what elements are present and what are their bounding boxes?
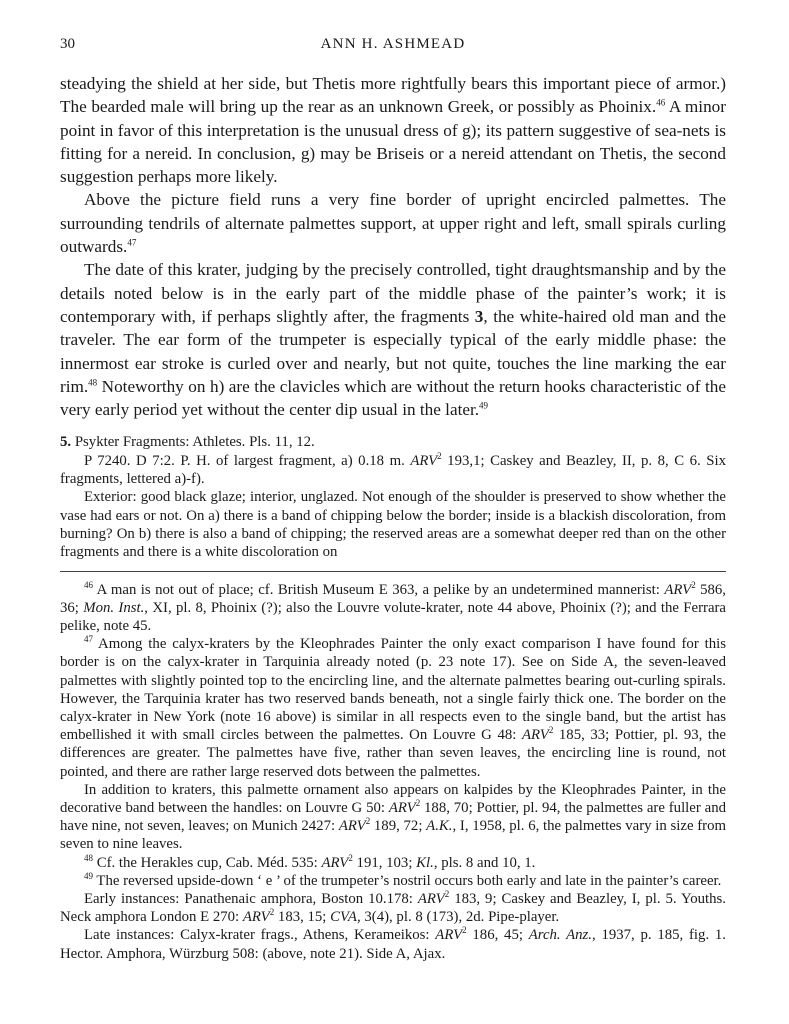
catalog-title-text: Psykter Fragments: Athletes. Pls. 11, 12. (74, 434, 315, 451)
paragraph-2 (60, 188, 726, 258)
footnote-text: 188, 70; Pottier, pl. 94, the palmettes are fuller and have nine, not seven, leaves; on Munich 2427: (60, 799, 726, 835)
paragraph-1 (60, 72, 726, 188)
footnote-number: 48 (84, 852, 93, 863)
footnote-text: , 1937, p. 185, fig. 1. Hector. Amphora, Würzburg 508: (above, note 21). Side A, Ajax. (60, 927, 726, 962)
footnote-text: In addition to kraters, this palmette ornament also appears on kalpides by the Kleophrades Painter, in the decorative band between the handles: on Louvre G 50: (60, 781, 726, 816)
footnote-49 (60, 872, 726, 890)
footnote-text: , 3(4), pl. 8 (173), 2d. Pipe-player. (356, 909, 560, 926)
italic-ref: Kl. (416, 854, 434, 871)
footnote-49-late (60, 926, 726, 962)
catalog-number-ref: 3 (474, 306, 484, 326)
superscript: 2 (415, 798, 421, 809)
catalog-text: P 7240. D 7:2. P. H. of largest fragment, a) 0.18 m. (84, 452, 411, 469)
arv-abbrev: ARV (388, 799, 416, 816)
footnote-number: 47 (84, 634, 93, 645)
italic-ref: Arch. Anz. (528, 927, 593, 944)
superscript: 2 (269, 907, 275, 918)
paragraph-text: Above the picture field runs a very fine border of upright encircled palmettes. The surrounding tendrils of alternate palmettes support, at upper right and left, small spirals curling outwards. (60, 190, 726, 257)
footnote-text: 191, 103; (352, 854, 417, 871)
footnote-text: 186, 45; (466, 927, 529, 944)
superscript: 2 (444, 889, 450, 900)
footnote-text: A man is not out of place; cf. British Museum E 363, a pelike by an undetermined mannerist: (93, 581, 665, 598)
page-header (60, 36, 726, 62)
footnote-text: 185, 33; Pottier, pl. 93, the differences are greater. The palmettes have five, rather than seven leaves, the encircling line is round, not pointed, and there are rather large reserved dots between the palmettes. (60, 727, 726, 780)
footnote-text: Among the calyx-kraters by the Kleophrades Painter the only exact comparison I have found for this border is on the calyx-krater in Tarquinia already noted (p. 23 note 17). See on Side A, the seven-leaved palmettes with slightly pointed top to the encircling line, and the alternate palmettes bearing out-curling spirals. However, the Tarquinia krater has two reserved bands beneath, not a single fairly thick one. The border on the calyx-krater in New York (note 16 above) is similar in all respects even to the single band, but the artist has embellished it with small circles between the palmettes. On Louvre G 48: (60, 636, 726, 744)
arv-abbrev: ARV (410, 452, 438, 469)
arv-abbrev: ARV (417, 890, 445, 907)
footnote-text: Late instances: Calyx-krater frags., Athens, Kerameikos: (84, 927, 436, 944)
footnote-text: 189, 72; (370, 818, 427, 835)
paragraph-text: A minor point in favor of this interpretation is the unusual dress of g); its pattern suggestive of sea-nets is fitting for a nereid. In conclusion, g) may be Briseis or a nereid attendant on Thetis, the second suggestion perhaps more likely. (60, 97, 726, 187)
journal-page (60, 36, 726, 963)
footnote-ref[interactable]: 46 (656, 97, 666, 108)
catalog-number: 5. (60, 434, 72, 451)
footnote-text: Cf. the Herakles cup, Cab. Méd. 535: (93, 854, 322, 871)
footnote-46 (60, 581, 726, 636)
italic-ref: A.K. (426, 818, 453, 835)
footnote-text: The reversed upside-down ‘ e ’ of the trumpeter’s nostril occurs both early and late in the painter’s career. (93, 872, 722, 889)
superscript: 2 (348, 852, 353, 863)
arv-abbrev: ARV (338, 818, 366, 835)
main-text (60, 72, 726, 421)
superscript: 2 (691, 579, 696, 590)
footnote-number: 49 (84, 870, 93, 881)
footnote-ref[interactable]: 48 (88, 377, 98, 388)
footnote-48 (60, 854, 726, 872)
arv-abbrev: ARV (321, 854, 349, 871)
footnote-divider (60, 571, 726, 572)
paragraph-text: steadying the shield at her side, but Thetis more rightfully bears this important piece of armor.) The bearded male will bring up the rear as an unknown Greek, or possibly as Phoinix. (60, 74, 726, 117)
paragraph-text: Noteworthy on h) are the clavicles which are without the return hooks characteristic of the very early period yet without the center dip usual in the later. (60, 376, 726, 420)
paragraph-text: , the white-haired old man and the traveler. The ear form of the trumpeter is especially typical of the early middle phase: the innermost ear stroke is curled over and nearly, but not quite, touches the line marking the ear rim. (60, 306, 726, 396)
catalog-title (60, 433, 726, 451)
catalog-entry (60, 433, 726, 561)
footnote-text: , XI, pl. 8, Phoinix (?); also the Louvre volute-krater, note 44 above, Phoinix (?); and the Ferrara pelike, note 45. (60, 599, 727, 634)
footnote-47 (60, 635, 726, 781)
footnote-text: Early instances: Panathenaic amphora, Boston 10.178: (84, 890, 418, 907)
footnote-text: 183, 15; (274, 909, 331, 926)
italic-ref: Mon. Inst. (83, 599, 145, 616)
superscript: 2 (365, 816, 371, 827)
superscript: 2 (462, 925, 467, 936)
arv-abbrev: ARV (242, 909, 270, 926)
footnote-49-early (60, 890, 726, 926)
superscript: 2 (437, 450, 442, 461)
arv-abbrev: ARV (435, 927, 463, 944)
superscript: 2 (548, 725, 554, 736)
footnote-text: 586, 36; (60, 581, 727, 616)
footnote-text: , I, 1958, pl. 6, the palmettes vary in size from seven to nine leaves. (60, 818, 727, 853)
footnote-text: 183, 9; Caskey and Beazley, I, pl. 5. Youths. Neck amphora London E 270: (60, 890, 726, 926)
paragraph-text: The date of this krater, judging by the precisely controlled, tight draughtsmanship and by the details noted below is in the early part of the middle phase of the painter’s work; it is contemporary with, if perhaps slightly after, the fragments (60, 260, 726, 326)
italic-ref: CVA (330, 909, 357, 926)
page-number: 30 (60, 36, 75, 52)
catalog-reference (60, 452, 726, 489)
footnote-47-continued (60, 781, 726, 854)
catalog-text: 193,1; Caskey and Beazley, II, p. 8, C 6. Six fragments, lettered a)-f). (60, 452, 726, 488)
footnote-text: , pls. 8 and 10, 1. (433, 854, 536, 871)
catalog-description: Exterior: good black glaze; interior, unglazed. Not enough of the shoulder is preserved to show whether the vase had ears or not. On a) there is a band of chipping below the border; inside is a blackish discoloration, from burning? On b) there is also a band of chipping; the reserved areas are a somewhat deeper red than on the other fragments and there is a white discoloration on (60, 489, 726, 561)
footnote-ref[interactable]: 49 (479, 400, 489, 411)
arv-abbrev: ARV (521, 727, 549, 744)
footnotes (60, 581, 726, 963)
footnote-ref[interactable]: 47 (127, 237, 137, 248)
running-title: ANN H. ASHMEAD (320, 36, 466, 52)
paragraph-3 (60, 258, 726, 421)
arv-abbrev: ARV (664, 581, 692, 598)
footnote-number: 46 (84, 579, 93, 590)
